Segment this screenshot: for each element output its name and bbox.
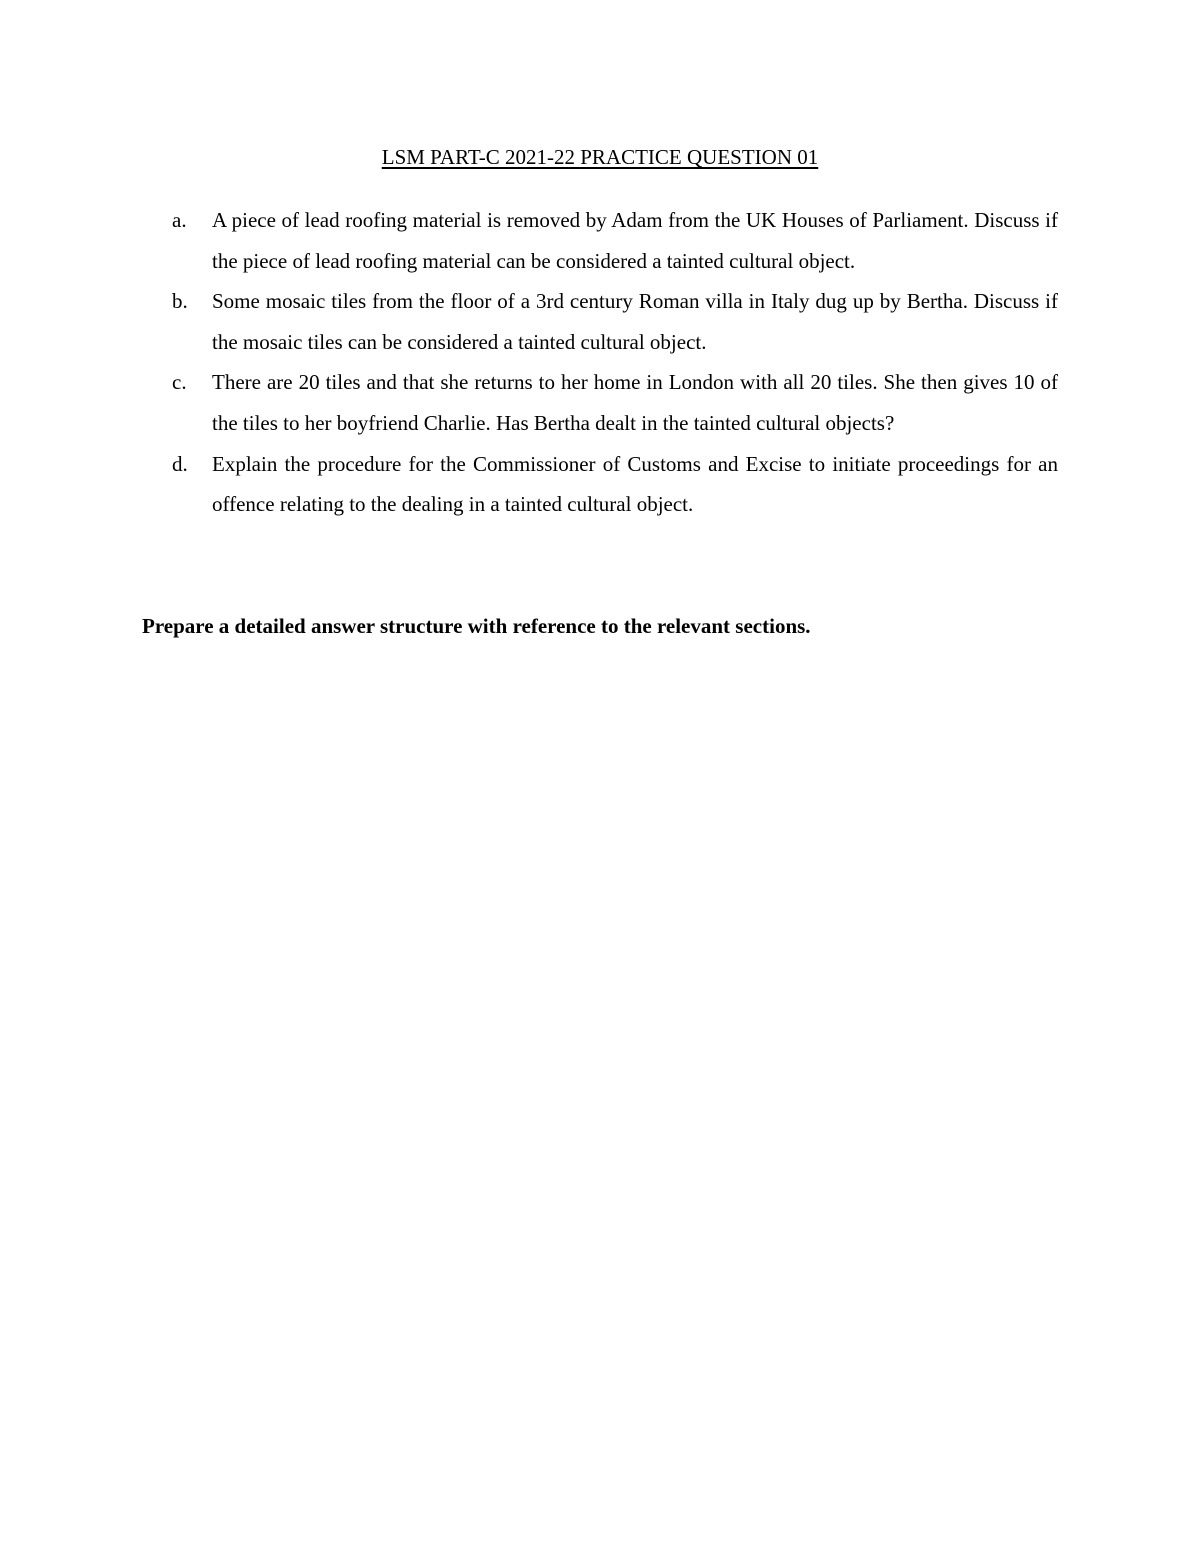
question-item-b	[172, 281, 1058, 362]
question-marker: d.	[172, 451, 188, 476]
question-marker: c.	[172, 370, 187, 395]
question-text: There are 20 tiles and that she returns to her home in London with all 20 tiles. She then gives 10 of the tiles to her boyfriend Charlie. Has Bertha dealt in the tainted cultural objects?	[212, 370, 1058, 435]
question-text: Some mosaic tiles from the floor of a 3rd century Roman villa in Italy dug up by Bertha. Discuss if the mosaic tiles can be considered a tainted cultural object.	[212, 289, 1058, 354]
question-text: Explain the procedure for the Commissioner of Customs and Excise to initiate proceedings for an offence relating to the dealing in a tainted cultural object.	[212, 451, 1058, 517]
question-item-c	[172, 362, 1058, 443]
question-item-a	[172, 200, 1058, 281]
answer-instruction: Prepare a detailed answer structure with reference to the relevant sections.	[142, 614, 811, 638]
document-title	[0, 141, 1200, 173]
document-title-text: LSM PART-C 2021-22 PRACTICE QUESTION 01	[381, 145, 819, 169]
question-text: A piece of lead roofing material is removed by Adam from the UK Houses of Parliament. Discuss if the piece of lead roofing material can be considered a tainted cultural object.	[212, 208, 1058, 273]
question-marker: a.	[172, 208, 187, 232]
question-item-d	[172, 444, 1058, 525]
question-marker: b.	[172, 289, 188, 314]
question-list	[172, 200, 1058, 525]
